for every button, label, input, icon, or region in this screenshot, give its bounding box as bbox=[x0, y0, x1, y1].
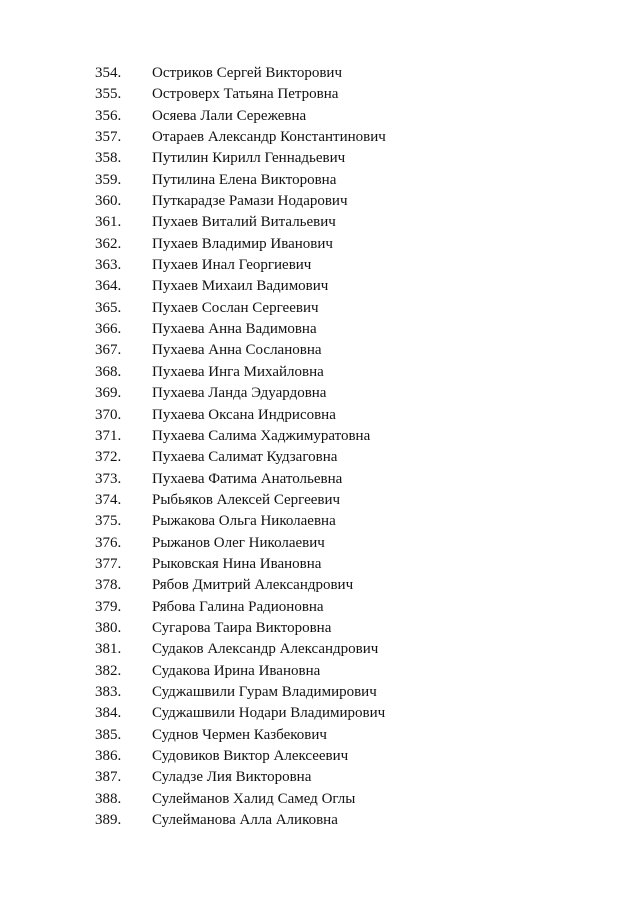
list-item bbox=[0, 575, 640, 596]
entry-number: 374. bbox=[95, 491, 122, 508]
list-item bbox=[0, 597, 640, 618]
list-item bbox=[0, 191, 640, 212]
entry-name: Рыжанов Олег Николаевич bbox=[152, 534, 325, 551]
list-item bbox=[0, 746, 640, 767]
list-item bbox=[0, 319, 640, 340]
list-item bbox=[0, 810, 640, 831]
list-item bbox=[0, 639, 640, 660]
list-item bbox=[0, 84, 640, 105]
entry-name: Островерх Татьяна Петровна bbox=[152, 86, 339, 103]
list-item bbox=[0, 405, 640, 426]
entry-number: 369. bbox=[95, 385, 122, 402]
list-item bbox=[0, 490, 640, 511]
list-item bbox=[0, 362, 640, 383]
entry-number: 375. bbox=[95, 513, 122, 530]
entry-name: Пухаев Владимир Иванович bbox=[152, 235, 333, 252]
entry-number: 372. bbox=[95, 449, 122, 466]
entry-number: 386. bbox=[95, 748, 122, 764]
entry-name: Рыковская Нина Ивановна bbox=[152, 555, 322, 572]
list-item bbox=[0, 148, 640, 169]
list-item bbox=[0, 255, 640, 276]
entry-number: 363. bbox=[95, 257, 122, 274]
list-item bbox=[0, 469, 640, 490]
entry-number: 368. bbox=[95, 363, 122, 380]
entry-number: 377. bbox=[95, 555, 122, 572]
entry-name: Суджашвили Нодари Владимирович bbox=[152, 705, 386, 722]
entry-name: Пухаева Салима Хаджимуратовна bbox=[152, 427, 371, 444]
entry-number: 383. bbox=[95, 683, 122, 700]
entry-number: 385. bbox=[95, 726, 122, 743]
entry-name: Путкарадзе Рамази Нодарович bbox=[152, 193, 348, 210]
list-item bbox=[0, 340, 640, 361]
list-item bbox=[0, 63, 640, 84]
list-item bbox=[0, 789, 640, 810]
entry-name: Сугарова Таира Викторовна bbox=[152, 619, 332, 636]
entry-number: 378. bbox=[95, 577, 122, 594]
entry-name: Суджашвили Гурам Владимирович bbox=[152, 683, 377, 700]
list-item bbox=[0, 127, 640, 148]
list-item bbox=[0, 554, 640, 575]
entry-name: Осяева Лали Сережевна bbox=[152, 107, 307, 124]
list-item bbox=[0, 767, 640, 788]
entry-number: 367. bbox=[95, 342, 122, 359]
entry-name: Пухаева Фатима Анатольевна bbox=[152, 470, 343, 487]
list-item bbox=[0, 234, 640, 255]
entry-name: Пухаев Инал Георгиевич bbox=[152, 257, 312, 274]
entry-name: Суднов Чермен Казбекович bbox=[152, 726, 327, 743]
list-item bbox=[0, 533, 640, 554]
entry-number: 359. bbox=[95, 171, 122, 188]
entry-name: Остриков Сергей Викторович bbox=[152, 65, 342, 81]
entry-number: 362. bbox=[95, 235, 122, 252]
entry-name: Пухаев Виталий Витальевич bbox=[152, 214, 336, 231]
entry-name: Рябов Дмитрий Александрович bbox=[152, 577, 354, 594]
entry-number: 361. bbox=[95, 214, 122, 231]
entry-number: 356. bbox=[95, 107, 122, 124]
list-item bbox=[0, 212, 640, 233]
entry-name: Пухаева Анна Сослановна bbox=[152, 342, 322, 359]
list-item bbox=[0, 426, 640, 447]
entry-number: 370. bbox=[95, 406, 122, 423]
entry-name: Пухаева Оксана Индрисовна bbox=[152, 406, 336, 423]
entry-name: Судаков Александр Александрович bbox=[152, 641, 379, 658]
entry-name: Рыбьяков Алексей Сергеевич bbox=[152, 491, 341, 508]
entry-name: Сулейманов Халид Самед Оглы bbox=[152, 790, 356, 807]
name-list bbox=[0, 63, 640, 831]
entry-name: Пухаева Салимат Кудзаговна bbox=[152, 449, 338, 466]
list-item bbox=[0, 276, 640, 297]
entry-number: 388. bbox=[95, 790, 122, 807]
entry-name: Пухаева Ланда Эдуардовна bbox=[152, 385, 327, 402]
list-item bbox=[0, 661, 640, 682]
entry-name: Рябова Галина Радионовна bbox=[152, 598, 324, 615]
entry-name: Судакова Ирина Ивановна bbox=[152, 662, 321, 679]
list-item bbox=[0, 618, 640, 639]
entry-number: 380. bbox=[95, 619, 122, 636]
list-item bbox=[0, 703, 640, 724]
list-item bbox=[0, 682, 640, 703]
entry-name: Путилин Кирилл Геннадьевич bbox=[152, 150, 346, 167]
entry-number: 387. bbox=[95, 769, 122, 786]
entry-name: Суладзе Лия Викторовна bbox=[152, 769, 312, 786]
entry-number: 389. bbox=[95, 812, 122, 829]
entry-number: 366. bbox=[95, 321, 122, 338]
entry-name: Путилина Елена Викторовна bbox=[152, 171, 337, 188]
list-item bbox=[0, 511, 640, 532]
entry-name: Сулейманова Алла Аликовна bbox=[152, 812, 338, 829]
entry-number: 365. bbox=[95, 299, 122, 316]
list-item bbox=[0, 298, 640, 319]
entry-number: 358. bbox=[95, 150, 122, 167]
entry-name: Отараев Александр Константинович bbox=[152, 129, 386, 146]
entry-number: 376. bbox=[95, 534, 122, 551]
entry-number: 382. bbox=[95, 662, 122, 679]
entry-number: 384. bbox=[95, 705, 122, 722]
entry-number: 355. bbox=[95, 86, 122, 103]
list-item bbox=[0, 725, 640, 746]
entry-number: 364. bbox=[95, 278, 122, 295]
entry-number: 354. bbox=[95, 65, 122, 81]
list-item bbox=[0, 170, 640, 191]
entry-number: 371. bbox=[95, 427, 122, 444]
entry-name: Пухаев Сослан Сергеевич bbox=[152, 299, 319, 316]
entry-number: 357. bbox=[95, 129, 122, 146]
entry-name: Пухаева Инга Михайловна bbox=[152, 363, 324, 380]
entry-name: Пухаева Анна Вадимовна bbox=[152, 321, 317, 338]
list-item bbox=[0, 383, 640, 404]
entry-number: 373. bbox=[95, 470, 122, 487]
list-item bbox=[0, 447, 640, 468]
entry-name: Судовиков Виктор Алексеевич bbox=[152, 748, 349, 764]
entry-name: Рыжакова Ольга Николаевна bbox=[152, 513, 336, 530]
list-item bbox=[0, 106, 640, 127]
entry-number: 379. bbox=[95, 598, 122, 615]
entry-number: 360. bbox=[95, 193, 122, 210]
entry-name: Пухаев Михаил Вадимович bbox=[152, 278, 329, 295]
entry-number: 381. bbox=[95, 641, 122, 658]
